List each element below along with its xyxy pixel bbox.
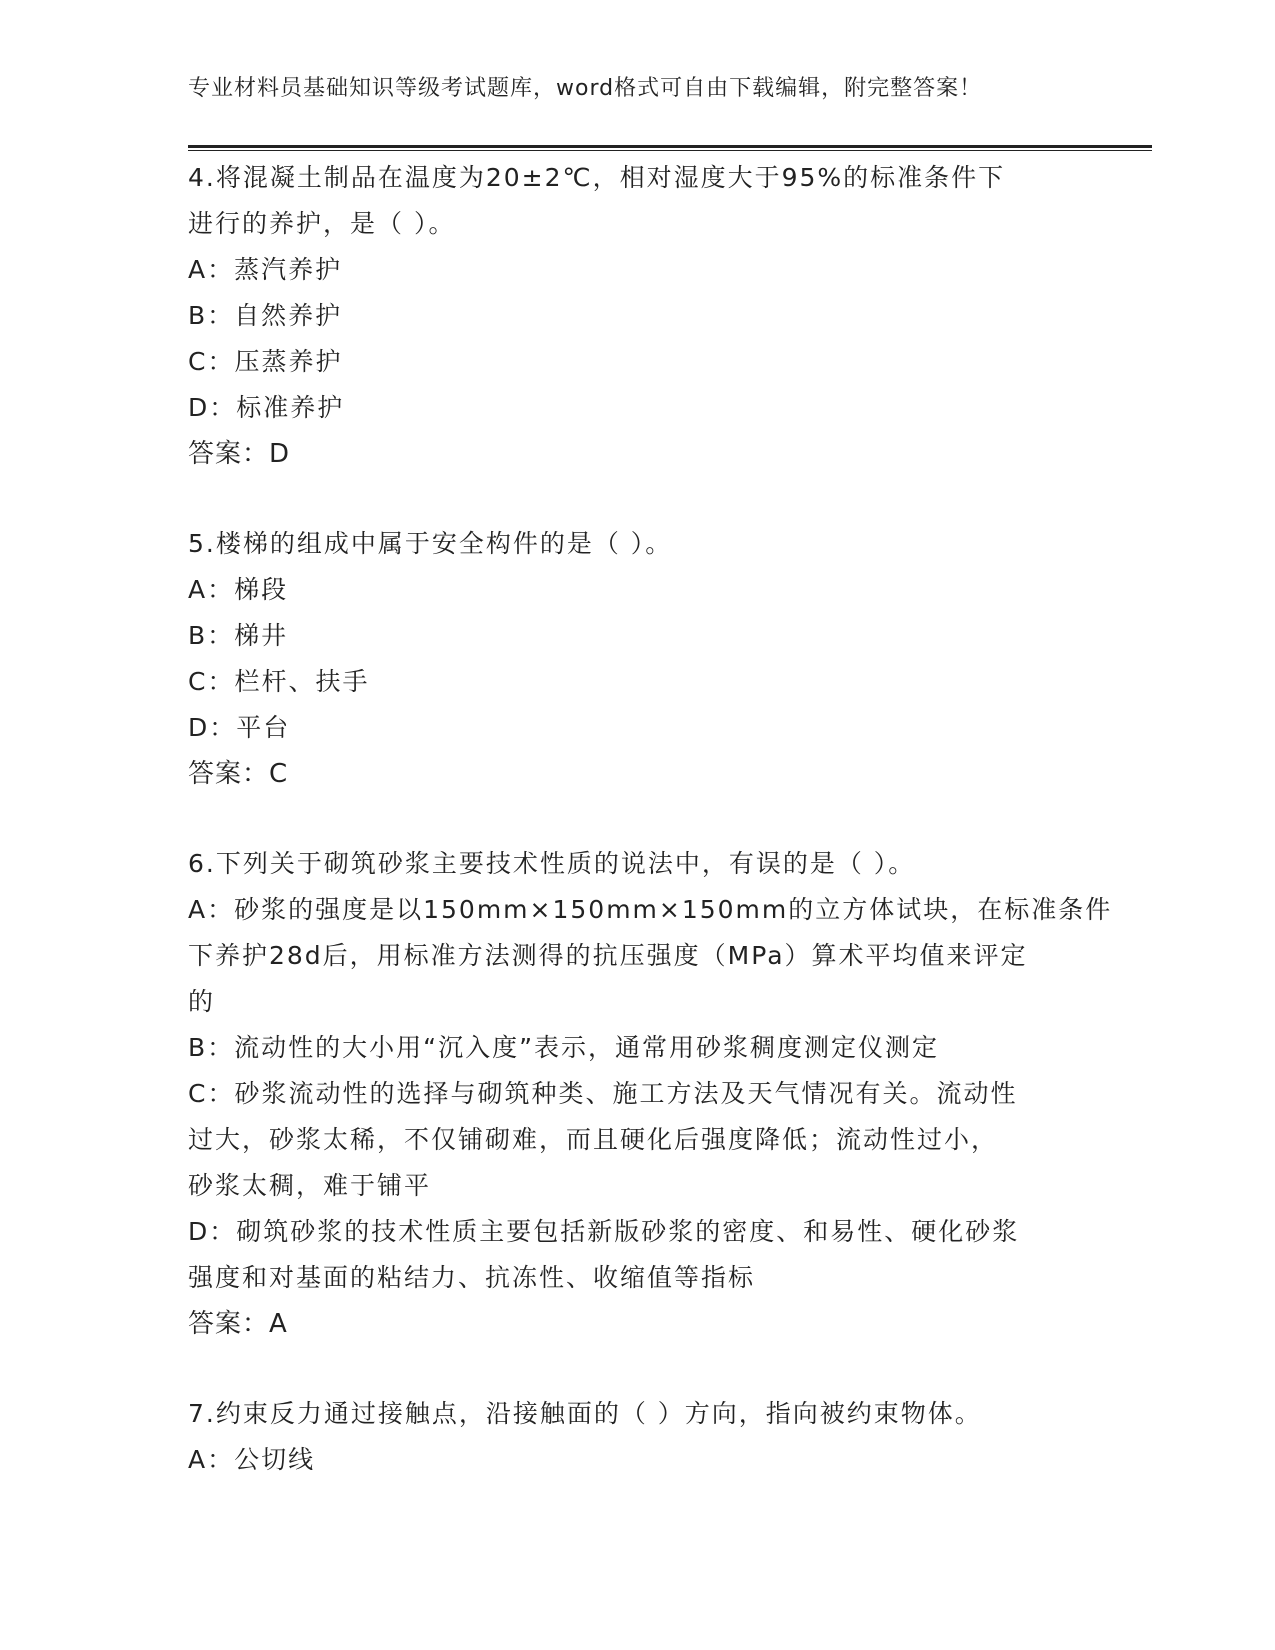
question-stem-line: 4.将混凝土制品在温度为20±2℃，相对湿度大于95%的标准条件下	[188, 163, 1006, 192]
header-divider-thin	[188, 150, 1152, 151]
question-stem-line: 5.楼梯的组成中属于安全构件的是（ ）。	[188, 529, 673, 558]
question-spacer	[188, 477, 1088, 521]
option-a: A：梯段	[188, 575, 289, 604]
option-c-line: 砂浆太稠，难于铺平	[188, 1171, 432, 1200]
answer-line: 答案：A	[188, 1309, 288, 1339]
question-stem-line: 6.下列关于砌筑砂浆主要技术性质的说法中，有误的是（ ）。	[188, 849, 916, 878]
option-d: D：平台	[188, 713, 291, 742]
option-c-line: C：砂浆流动性的选择与砌筑种类、施工方法及天气情况有关。流动性	[188, 1079, 1018, 1108]
option-a: A：蒸汽养护	[188, 255, 343, 284]
answer-line: 答案：D	[188, 439, 291, 469]
question-stem-line: 进行的养护，是（ ）。	[188, 209, 456, 238]
option-a: A：公切线	[188, 1445, 316, 1474]
option-a-line: 下养护28d后，用标准方法测得的抗压强度（MPa）算术平均值来评定	[188, 941, 1028, 970]
page-header: 专业材料员基础知识等级考试题库，word格式可自由下载编辑，附完整答案！	[188, 76, 983, 101]
question-7	[188, 1391, 1088, 1483]
question-spacer	[188, 797, 1088, 841]
option-c-line: 过大，砂浆太稀，不仅铺砌难，而且硬化后强度降低；流动性过小，	[188, 1125, 999, 1154]
option-b-line: B：流动性的大小用“沉入度”表示，通常用砂浆稠度测定仪测定	[188, 1033, 940, 1062]
option-a-line: 的	[188, 987, 216, 1016]
question-list	[188, 155, 1113, 1483]
option-d-line: 强度和对基面的粘结力、抗冻性、收缩值等指标	[188, 1263, 756, 1292]
answer-line: 答案：C	[188, 759, 289, 789]
header-divider-thick	[188, 145, 1152, 148]
option-c: C：栏杆、扶手	[188, 667, 370, 696]
option-d: D：标准养护	[188, 393, 345, 422]
option-a-line: A：砂浆的强度是以150mm×150mm×150mm的立方体试块，在标准条件	[188, 895, 1113, 924]
header-divider	[188, 145, 1152, 151]
question-spacer	[188, 1347, 1088, 1391]
option-d-line: D：砌筑砂浆的技术性质主要包括新版砂浆的密度、和易性、硬化砂浆	[188, 1217, 1020, 1246]
question-6	[188, 841, 1113, 1347]
question-stem-line: 7.约束反力通过接触点，沿接触面的（ ）方向，指向被约束物体。	[188, 1399, 982, 1428]
option-b: B：梯井	[188, 621, 289, 650]
option-b: B：自然养护	[188, 301, 343, 330]
question-4	[188, 155, 1088, 477]
option-c: C：压蒸养护	[188, 347, 343, 376]
question-5	[188, 521, 1088, 797]
